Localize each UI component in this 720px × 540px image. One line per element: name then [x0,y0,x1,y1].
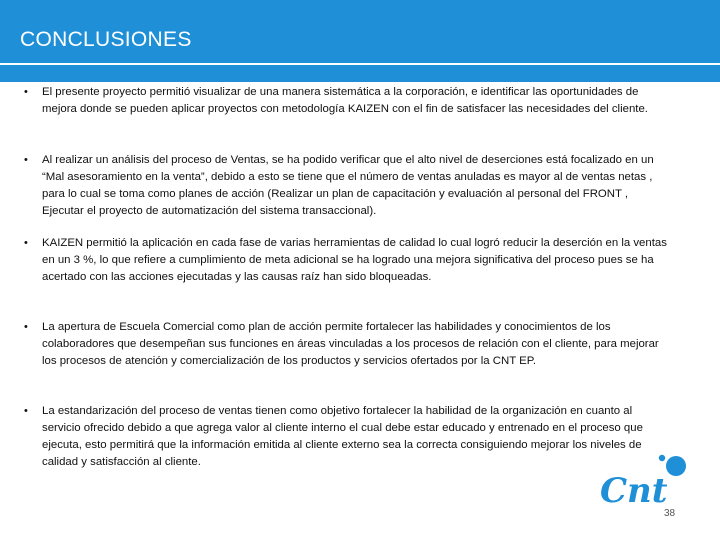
bullet-text: La apertura de Escuela Comercial como plan de acción permite fortalecer las habilidades y conocimientos de los colaboradores que desempeñan sus funciones en áreas vinculadas a los procesos de relación con el cliente, para mejorar los procesos de atención y comercialización de los productos y servicios ofertados por la CNT EP. [42,321,659,367]
header-bar [0,0,720,82]
page-number: 38 [664,508,676,519]
bullet-icon: • [24,154,28,166]
list-item [18,403,668,471]
logo-dot-large [666,456,686,476]
bullet-icon: • [24,321,28,333]
header-divider [0,63,720,65]
bullet-text: KAIZEN permitió la aplicación en cada fase de varias herramientas de calidad lo cual logró reducir la deserción en la ventas en un 3 %, lo que refiere a cumplimiento de meta adicional se ha logrado una mejora significativa del proceso pues se ha acertado con las acciones ejecutadas y las causas raíz han sido bloqueadas. [42,237,667,283]
list-item [18,152,668,220]
list-item [18,84,668,118]
logo-dot-small [659,455,665,461]
list-item [18,319,668,370]
bullet-icon: • [24,86,28,98]
logo-text: Cnt [600,471,668,511]
bullet-text: La estandarización del proceso de ventas tienen como objetivo fortalecer la habilidad de la organización en cuanto al servicio ofrecido debido a que agrega valor al cliente interno el cual debe estar educado y entrenado en el proceso que ejecuta, esto permitirá que la información emitida al cliente externo sea la correcta consiguiendo mejorar los niveles de calidad y satisfacción al cliente. [42,405,643,468]
list-item [18,235,668,286]
bullet-icon: • [24,405,28,417]
bullet-text: El presente proyecto permitió visualizar de una manera sistemática a la corporación, e identificar las oportunidades de mejora donde se pueden aplicar proyectos con metodología KAIZEN con el fin de satisfacer las necesidades del cliente. [42,86,648,115]
bullet-text: Al realizar un análisis del proceso de Ventas, se ha podido verificar que el alto nivel de deserciones está focalizado en un “Mal asesoramiento en la venta”, debido a esto se tiene que el número de ventas anuladas es mayor al de ventas netas , para lo cual se toma como planes de acción (Realizar un plan de capacitación y evaluación al personal del FRONT , Ejecutar el proyecto de automatización del sistema transaccional). [42,154,654,217]
page-title: CONCLUSIONES [20,28,192,51]
bullet-icon: • [24,237,28,249]
cnt-logo-icon [598,452,690,512]
